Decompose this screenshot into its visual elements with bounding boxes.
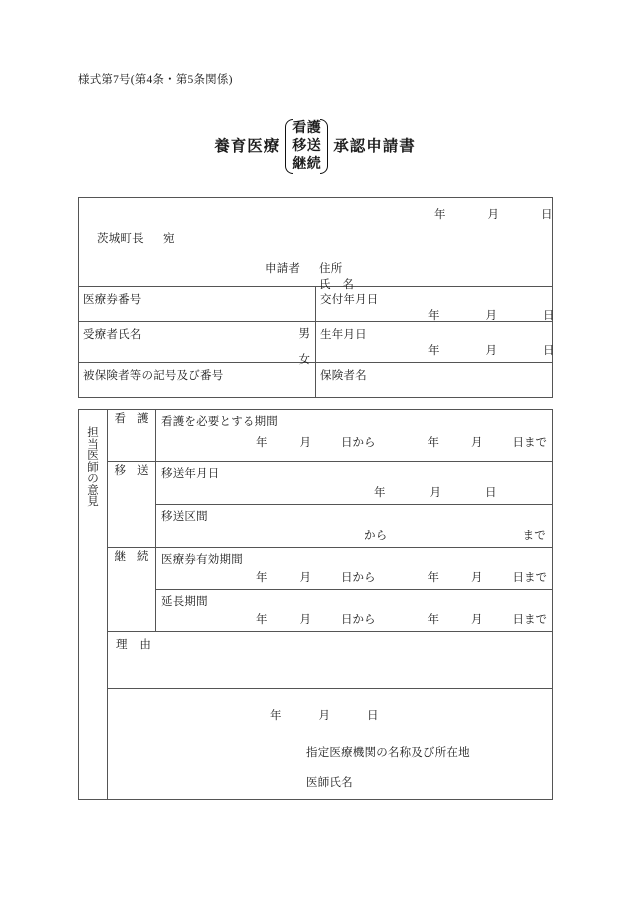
applicant-cell (79, 198, 553, 291)
category-transport-label (108, 462, 155, 478)
table-row-signature (79, 689, 553, 800)
category-continuation-char-0: 継 (114, 551, 126, 563)
addressee-suffix-label: 宛 (163, 233, 175, 245)
issue-date-label: 交付年月日 (320, 294, 379, 306)
table-row-ticket (79, 287, 553, 322)
insurer-name-label: 保険者名 (320, 370, 367, 382)
table-row-nursing (79, 410, 553, 462)
category-nursing-cell (108, 410, 156, 462)
birth-year-label: 年 (428, 345, 440, 357)
title-bracket-group (284, 118, 329, 175)
title-suffix: 承認申請書 (333, 137, 416, 155)
valid-to-year: 年 (427, 572, 439, 584)
birth-date-cell[interactable] (316, 322, 553, 363)
insured-symbol-cell[interactable] (79, 363, 316, 398)
issue-year-label: 年 (428, 310, 440, 322)
reason-label: 理 由 (116, 639, 152, 651)
applicant-label: 申請者 (265, 263, 301, 275)
birth-month-label: 月 (485, 345, 497, 357)
signature-day: 日 (367, 710, 379, 722)
extension-from-day: 日から (341, 614, 376, 626)
table-row-ticket-valid (79, 548, 553, 590)
category-transport-char-1: 送 (137, 465, 149, 477)
table-row-reason (79, 632, 553, 689)
applicant-address-label: 住所 (319, 263, 343, 275)
bracket-right-icon (322, 118, 329, 175)
nursing-from-year: 年 (256, 437, 268, 449)
table-row-applicant (79, 198, 553, 287)
patient-name-label: 受療者氏名 (83, 329, 142, 341)
transport-month: 月 (429, 487, 441, 499)
ticket-number-label: 医療券番号 (83, 294, 142, 306)
category-nursing-char-1: 護 (137, 413, 149, 425)
category-continuation-label (108, 548, 155, 564)
ticket-valid-period-cell[interactable] (156, 548, 553, 590)
title-stack (291, 118, 322, 175)
doctor-opinion-vertical-label (79, 410, 107, 527)
valid-from-month: 月 (299, 572, 311, 584)
transport-to-word: まで (522, 530, 546, 542)
category-transport-char-0: 移 (114, 465, 126, 477)
category-continuation-cell (108, 548, 156, 632)
form-number: 様式第7号(第4条・第5条関係) (78, 74, 233, 86)
doctor-opinion-vertical-label-cell (79, 410, 108, 800)
nursing-from-month: 月 (299, 437, 311, 449)
gender-male-label[interactable]: 男 (298, 328, 310, 340)
insured-symbol-label: 被保険者等の記号及び番号 (83, 370, 224, 382)
nursing-period-label: 看護を必要とする期間 (161, 416, 278, 428)
table-row-insurance (79, 363, 553, 398)
patient-name-cell[interactable] (79, 322, 316, 366)
doctor-name-label: 医師氏名 (306, 777, 353, 789)
transport-day: 日 (485, 487, 497, 499)
extension-period-label: 延長期間 (161, 596, 208, 608)
valid-from-day: 日から (341, 572, 376, 584)
signature-cell[interactable] (108, 689, 553, 800)
signature-month: 月 (318, 710, 330, 722)
category-transport-cell (108, 462, 156, 548)
transport-date-label: 移送年月日 (161, 468, 220, 480)
vlabel-char-2: 医 (87, 450, 99, 462)
vlabel-char-4: の (87, 473, 99, 485)
reason-cell[interactable] (108, 632, 553, 689)
issue-month-label: 月 (485, 310, 497, 322)
header-day-label: 日 (541, 209, 553, 221)
birth-date-label: 生年月日 (320, 329, 367, 341)
nursing-period-cell[interactable] (156, 410, 553, 462)
ticket-number-cell[interactable] (79, 287, 316, 322)
applicant-info-table (78, 197, 553, 398)
vlabel-char-6: 見 (87, 496, 99, 508)
nursing-to-month: 月 (471, 437, 483, 449)
insurer-name-cell[interactable] (316, 363, 553, 398)
valid-to-month: 月 (471, 572, 483, 584)
valid-from-year: 年 (256, 572, 268, 584)
title-stack-item-nursing: 看護 (292, 121, 322, 136)
category-nursing-char-0: 看 (114, 413, 126, 425)
title-prefix: 養育医療 (214, 137, 281, 155)
valid-to-day: 日まで (512, 572, 547, 584)
table-row-patient (79, 322, 553, 363)
transport-year: 年 (374, 487, 386, 499)
issue-day-label: 日 (543, 310, 555, 322)
birth-day-label: 日 (543, 345, 555, 357)
vlabel-char-1: 当 (87, 438, 99, 451)
extension-from-month: 月 (299, 614, 311, 626)
title-stack-item-transport: 移送 (292, 138, 322, 154)
header-month-label: 月 (487, 209, 499, 221)
gender-female-label[interactable]: 女 (298, 353, 310, 366)
header-year-label: 年 (434, 209, 446, 221)
vlabel-char-3: 師 (87, 461, 99, 474)
vlabel-char-5: 意 (87, 484, 99, 497)
bracket-left-icon (284, 118, 291, 175)
extension-to-month: 月 (471, 614, 483, 626)
nursing-to-year: 年 (427, 437, 439, 449)
institution-label: 指定医療機関の名称及び所在地 (306, 747, 470, 759)
nursing-from-day: 日から (341, 437, 376, 449)
extension-to-day: 日まで (512, 614, 547, 626)
extension-period-cell[interactable] (156, 590, 553, 632)
category-nursing-label (108, 410, 155, 426)
transport-section-cell[interactable] (156, 505, 553, 548)
applicant-name-label: 氏 名 (319, 279, 355, 291)
extension-from-year: 年 (256, 614, 268, 626)
title-stack-item-continuation: 継続 (292, 156, 322, 172)
nursing-to-day: 日まで (512, 437, 547, 449)
transport-from-word: から (364, 530, 388, 542)
addressee-label: 茨城町長 (97, 233, 144, 245)
ticket-valid-period-label: 医療券有効期間 (161, 554, 243, 566)
signature-year: 年 (270, 710, 282, 722)
transport-date-cell[interactable] (156, 462, 553, 505)
category-continuation-char-1: 続 (137, 551, 149, 563)
doctor-opinion-table (78, 409, 553, 800)
gender-options[interactable] (299, 329, 311, 366)
table-row-transport-date (79, 462, 553, 505)
issue-date-cell[interactable] (316, 287, 553, 322)
document-title (0, 118, 630, 175)
extension-to-year: 年 (427, 614, 439, 626)
vlabel-char-0: 担 (87, 427, 99, 439)
transport-section-label: 移送区間 (161, 511, 208, 523)
